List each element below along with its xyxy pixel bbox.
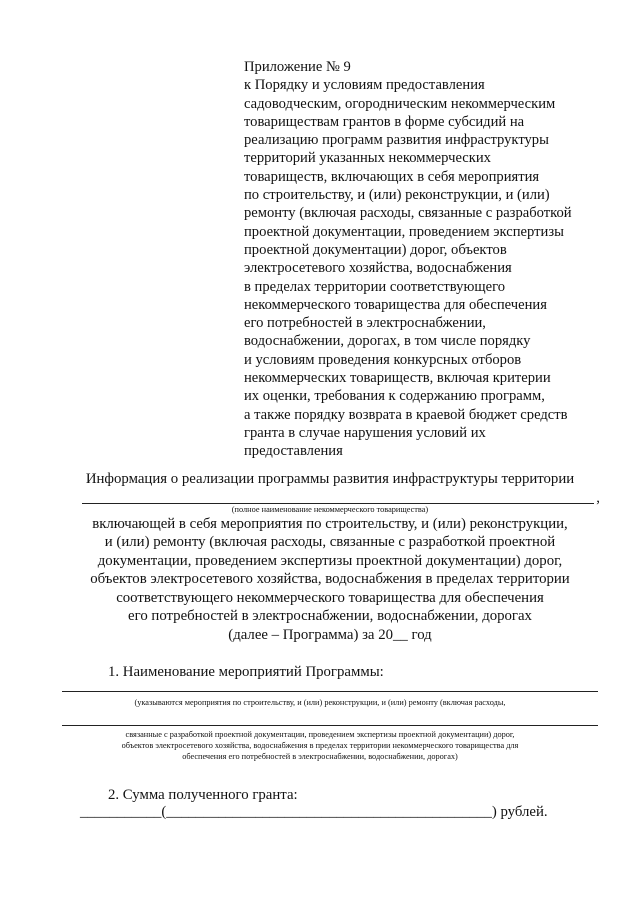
appendix-line: проектной документации) дорог, объектов <box>244 241 507 258</box>
activities-caption-line: объектов электросетевого хозяйства, водоснабжения в пределах территории некоммерческого товарищества для <box>121 741 519 750</box>
appendix-line: водоснабжении, дорогах, в том числе порядку <box>244 333 531 350</box>
appendix-line: предоставления <box>244 443 343 460</box>
appendix-line: электросетевого хозяйства, водоснабжения <box>244 260 512 277</box>
activities-caption-2 <box>20 729 620 762</box>
appendix-line: реализацию программ развития инфраструктуры <box>244 132 549 149</box>
appendix-line: по строительству, и (или) реконструкции, и (или) <box>244 187 550 204</box>
appendix-line: ремонту (включая расходы, связанные с разработкой <box>244 205 572 222</box>
appendix-line: некоммерческого товарищества для обеспечения <box>244 296 547 313</box>
section-1-title: 1. Наименование мероприятий Программы: <box>108 664 384 680</box>
appendix-line: проектной документации, проведением экспертизы <box>244 223 564 240</box>
grant-amount-line[interactable]: ___________(____________________________________________) рублей. <box>80 804 548 820</box>
appendix-line: товариществам грантов в форме субсидий на <box>244 113 525 130</box>
activities-input-line-1[interactable] <box>62 691 598 692</box>
appendix-line: товариществ, включающих в себя мероприятия <box>244 168 540 185</box>
info-body-line: соответствующего некоммерческого товарищества для обеспечения <box>116 589 544 606</box>
appendix-line: территорий указанных некоммерческих <box>244 150 491 167</box>
activities-input-line-2[interactable] <box>62 725 598 726</box>
appendix-line: Приложение № 9 <box>244 59 351 75</box>
appendix-line: к Порядку и условиям предоставления <box>244 77 485 94</box>
blank-underline <box>82 503 594 504</box>
appendix-line: его потребностей в электроснабжении, <box>244 315 486 332</box>
appendix-line: и условиям проведения конкурсных отборов <box>244 351 522 368</box>
section-2-title: 2. Сумма полученного гранта: <box>108 787 298 803</box>
organization-name-blank[interactable] <box>40 491 620 505</box>
info-body-line: включающей в себя мероприятия по строительству, и (или) реконструкции, <box>92 515 568 532</box>
appendix-line: некоммерческих товариществ, включая критерии <box>244 370 551 387</box>
activities-caption-line: обеспечения его потребностей в электроснабжении, водоснабжении, дорогах) <box>182 752 458 761</box>
info-title-block <box>40 470 620 644</box>
appendix-line: а также порядку возврата в краевой бюджет средств <box>244 406 568 423</box>
appendix-line: в пределах территории соответствующего <box>244 278 506 295</box>
blank-comma: , <box>596 489 600 506</box>
activities-caption-1: (указываются мероприятия по строительству, и (или) реконструкции, и (или) ремонту (включая расходы, <box>134 698 506 707</box>
info-body-line: его потребностей в электроснабжении, водоснабжении, дорогах <box>128 608 532 624</box>
appendix-line: гранта в случае нарушения условий их <box>244 424 486 441</box>
appendix-line: их оценки, требования к содержанию программ, <box>244 388 545 405</box>
info-body-line: объектов электросетевого хозяйства, водоснабжения в пределах территории <box>90 571 570 587</box>
info-body-line: и (или) ремонту (включая расходы, связанные с разработкой проектной <box>104 534 556 550</box>
appendix-header <box>244 58 624 461</box>
info-body-line: (далее – Программа) за 20__ год <box>228 626 432 643</box>
appendix-line: садоводческим, огородническим некоммерческим <box>244 95 556 112</box>
info-body-line: документации, проведением экспертизы проектной документации) дорог, <box>97 552 563 569</box>
organization-name-caption: (полное наименование некоммерческого товарищества) <box>231 504 429 514</box>
activities-caption-line: связанные с разработкой проектной документации, проведением экспертизы проектной документации) дорог, <box>125 730 515 739</box>
info-title: Информация о реализации программы развития инфраструктуры территории <box>85 471 575 487</box>
